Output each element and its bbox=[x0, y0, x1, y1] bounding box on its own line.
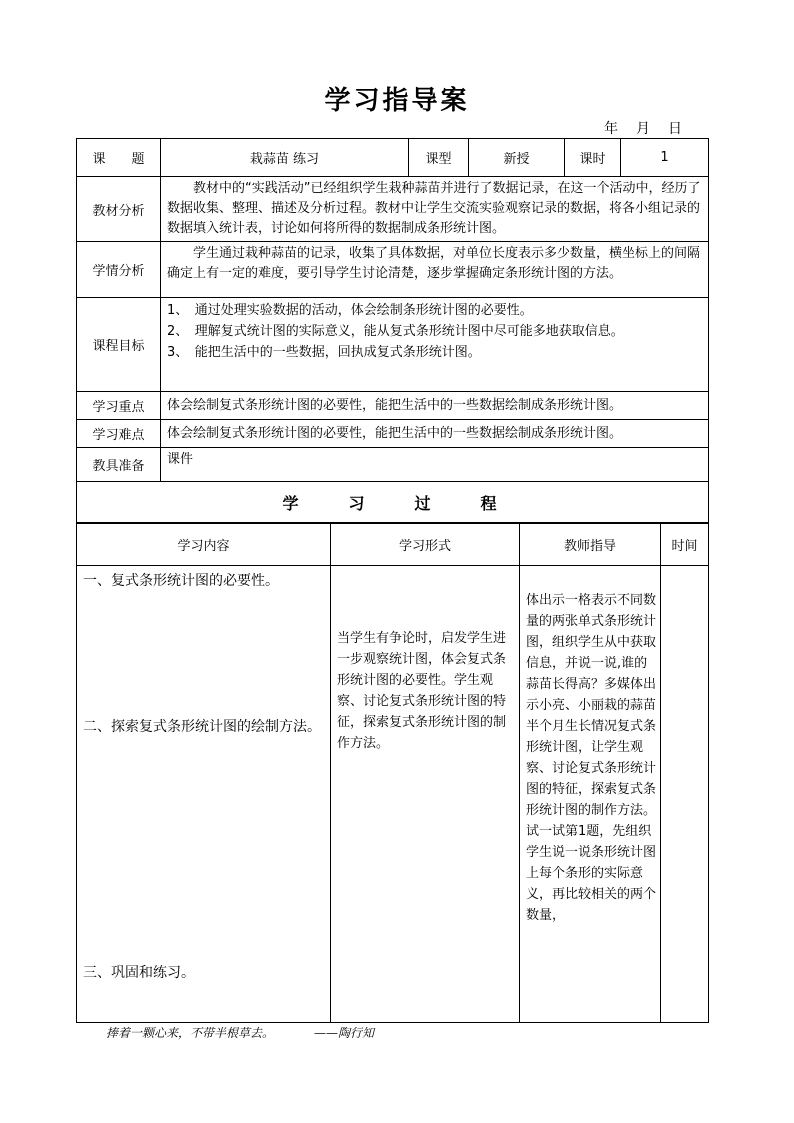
tools-label: 教具准备 bbox=[77, 448, 161, 482]
tools-text: 课件 bbox=[161, 448, 709, 482]
header-guide: 教师指导 bbox=[520, 523, 661, 566]
date-day: 日 bbox=[668, 121, 683, 137]
form-cell bbox=[331, 566, 520, 1023]
material-row bbox=[77, 177, 709, 242]
difficult-row bbox=[77, 420, 709, 448]
goal-item-3: 3、 能把生活中的一些数据，回执成复式条形统计图。 bbox=[167, 345, 481, 360]
difficult-label: 学习难点 bbox=[77, 420, 161, 448]
type-value: 新授 bbox=[469, 139, 565, 177]
goal-item-2: 2、 理解复式统计图的实际意义，能从复式条形统计图中尽可能多地获取信息。 bbox=[167, 324, 624, 339]
guide-text: 体出示一格表示不同数量的两张单式条形统计图，组织学生从中获取信息，并说一说,谁的蒜苗长得高？多媒体出示小亮、小丽栽的蒜苗半个月生长情况复式条形统计图，让学生观察、讨论复式条形统计图的特征，探索复式条形统计图的制作方法。试一试第1题，先组织学生说一说条形统计图上每个条形的实际意义，再比较相关的两个数量， bbox=[526, 593, 657, 923]
key-label: 学习重点 bbox=[77, 392, 161, 420]
key-row bbox=[77, 392, 709, 420]
key-text: 体会绘制复式条形统计图的必要性，能把生活中的一些数据绘制成条形统计图。 bbox=[161, 392, 709, 420]
date-year: 年 bbox=[604, 121, 619, 137]
goals-label: 课程目标 bbox=[77, 298, 161, 392]
topic-value: 栽蒜苗 练习 bbox=[161, 139, 409, 177]
material-label: 教材分析 bbox=[77, 177, 161, 242]
goals-list bbox=[161, 298, 709, 392]
student-label: 学情分析 bbox=[77, 242, 161, 298]
header-time: 时间 bbox=[661, 523, 709, 566]
goal-item-1: 1、 通过处理实验数据的活动，体会绘制条形统计图的必要性。 bbox=[167, 303, 533, 318]
content-item-2: 二、探索复式条形统计图的绘制方法。 bbox=[83, 719, 321, 735]
student-text: 学生通过栽种蒜苗的记录，收集了具体数据，对单位长度表示多少数量，横坐标上的间隔确定上有一定的难度，要引导学生讨论清楚，逐步掌握确定条形统计图的方法。 bbox=[161, 242, 709, 298]
footer-quote bbox=[106, 1024, 374, 1041]
date-month: 月 bbox=[636, 121, 651, 137]
process-header-row bbox=[77, 523, 709, 566]
process-table bbox=[76, 522, 709, 1023]
content-item-1: 一、复式条形统计图的必要性。 bbox=[83, 573, 279, 589]
process-body-row bbox=[77, 566, 709, 1023]
guide-cell bbox=[520, 566, 661, 1023]
date-line bbox=[604, 118, 683, 138]
header-form: 学习形式 bbox=[331, 523, 520, 566]
page-title: 学习指导案 bbox=[324, 86, 470, 116]
quote-author: ——陶行知 bbox=[314, 1026, 375, 1040]
topic-row bbox=[77, 139, 709, 177]
topic-label: 课 题 bbox=[77, 139, 161, 177]
time-cell bbox=[661, 566, 709, 1023]
header-content: 学习内容 bbox=[77, 523, 331, 566]
content-item-3: 三、巩固和练习。 bbox=[83, 965, 195, 981]
student-row bbox=[77, 242, 709, 298]
hours-label: 课时 bbox=[565, 139, 621, 177]
process-title: 学 习 过 程 bbox=[77, 482, 709, 524]
content-cell bbox=[77, 566, 331, 1023]
type-label: 课型 bbox=[409, 139, 469, 177]
form-text: 当学生有争论时，启发学生进一步观察统计图，体会复式条形统计图的必要性。学生观察、讨论复式条形统计图的特征，探索复式条形统计图的制作方法。 bbox=[337, 631, 507, 751]
tools-row bbox=[77, 448, 709, 482]
material-text: 教材中的“实践活动”已经组织学生栽种蒜苗并进行了数据记录，在这一个活动中，经历了数据收集、整理、描述及分析过程。教材中让学生交流实验观察记录的数据，将各小组记录的数据填入统计表，讨论如何将所得的数据制成条形统计图。 bbox=[161, 177, 709, 242]
goals-row bbox=[77, 298, 709, 392]
hours-value: 1 bbox=[621, 139, 709, 177]
difficult-text: 体会绘制复式条形统计图的必要性，能把生活中的一些数据绘制成条形统计图。 bbox=[161, 420, 709, 448]
process-title-row bbox=[77, 482, 709, 524]
lesson-info-table bbox=[76, 138, 709, 524]
quote-text: 捧着一颗心来，不带半根草去。 bbox=[106, 1026, 275, 1040]
